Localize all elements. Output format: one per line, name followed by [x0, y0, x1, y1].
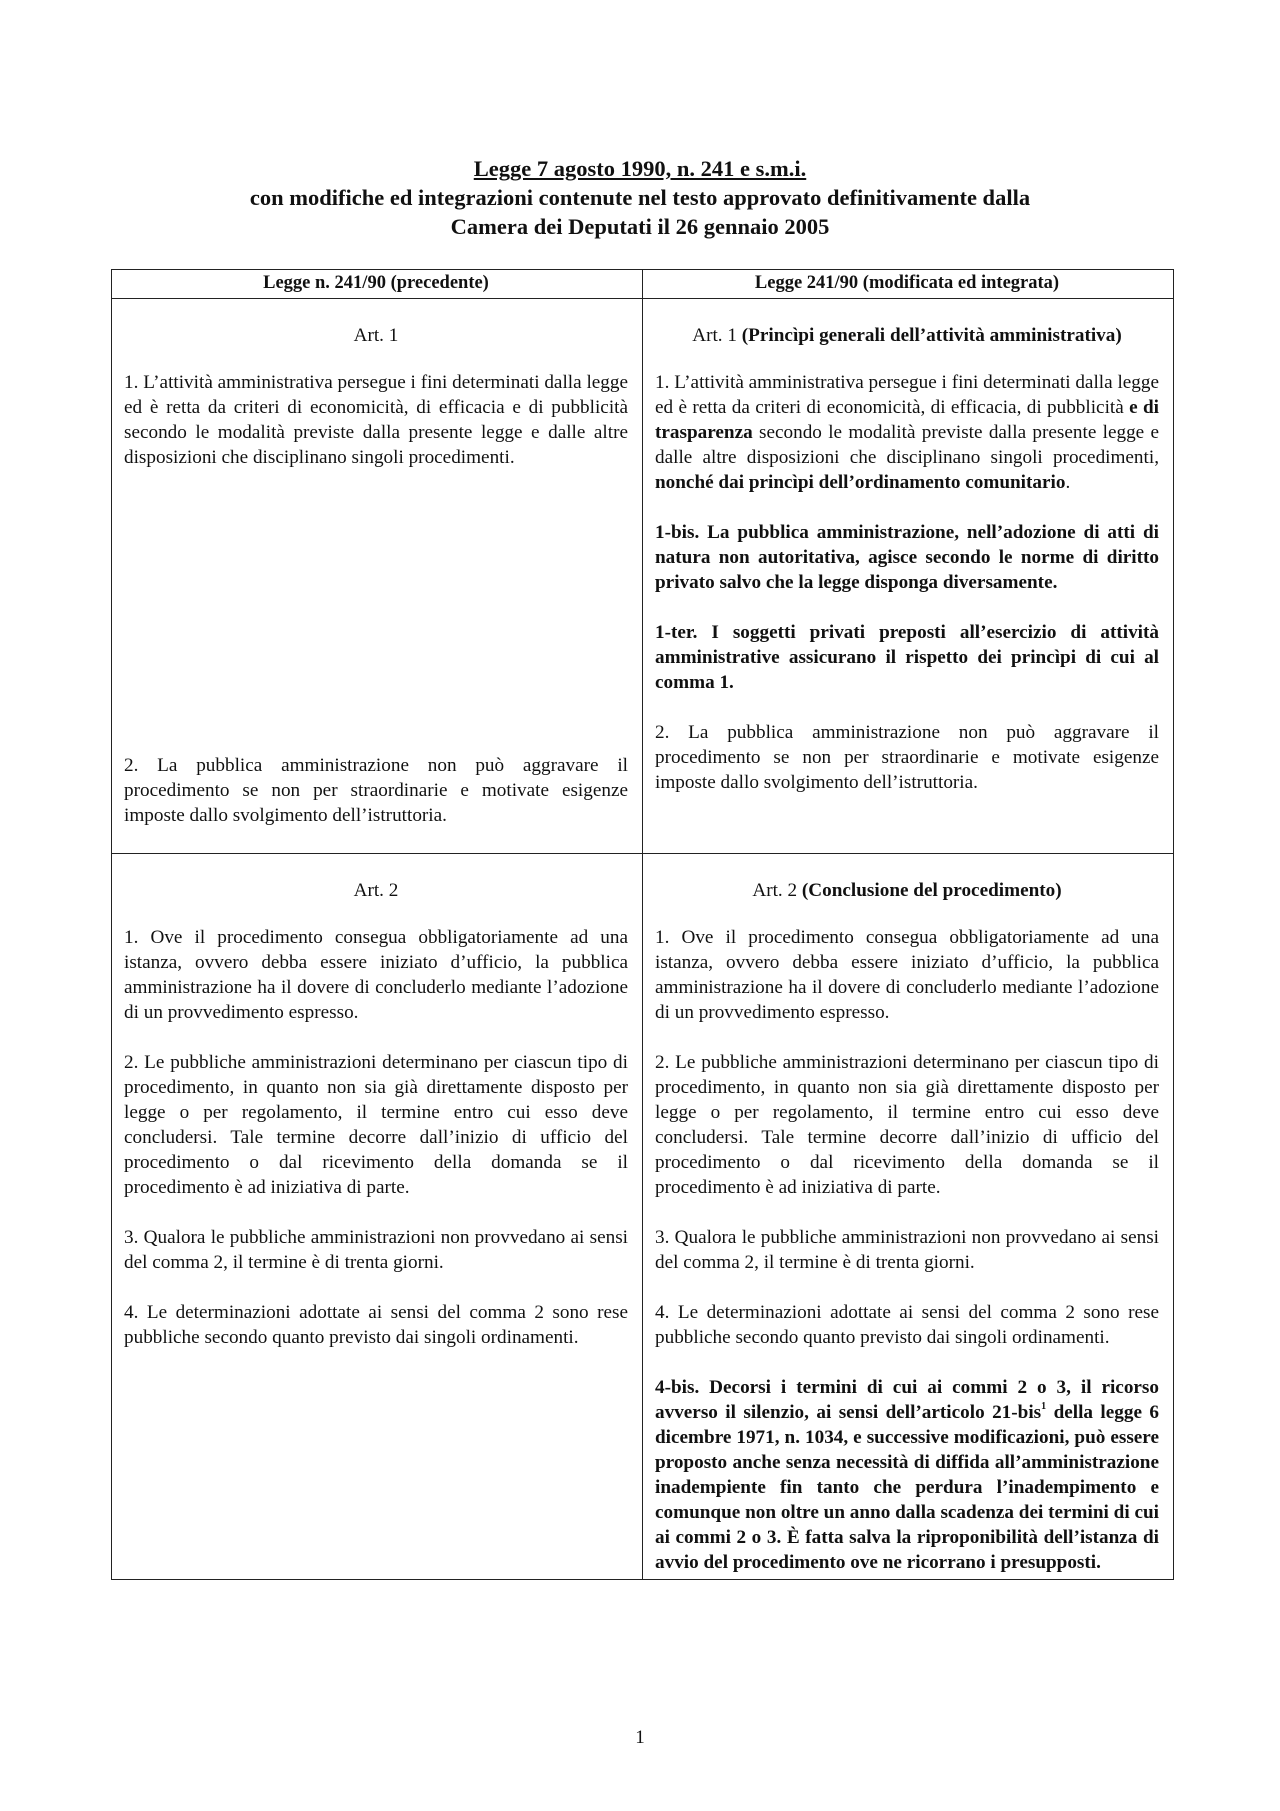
art-1-amended-comma-1-ter: 1-ter. I soggetti privati preposti all’esercizio di attività amministrative assicurano il rispetto dei princìpi di cui al comma 1.: [655, 622, 1159, 693]
art-1-amended-comma-1-text-b: secondo le modalità previste dalla presente legge e dalle altre disposizioni che disciplinano singoli procedimenti,: [655, 422, 1159, 468]
art-2-amended-title: (Conclusione del procedimento): [801, 880, 1062, 901]
art-1-amended-title: (Princìpi generali dell’attività amministrativa): [741, 325, 1122, 346]
art-1-amended-comma-1-bold-a: e di trasparenza: [655, 397, 1159, 443]
art-1-amended-comma-1-bold-b: nonché dai princìpi dell’ordinamento comunitario: [655, 472, 1066, 493]
document-title: [0, 154, 1280, 241]
table-header-row: [112, 270, 1174, 299]
art-1-previous-comma-2: 2. La pubblica amministrazione non può aggravare il procedimento se non per straordinarie e motivate esigenze imposte dallo svolgimento dell’istruttoria.: [124, 755, 628, 826]
art-2-previous-heading: Art. 2: [353, 880, 399, 901]
art-1-amended-comma-2: 2. La pubblica amministrazione non può aggravare il procedimento se non per straordinarie e motivate esigenze imposte dallo svolgimento dell’istruttoria.: [655, 722, 1159, 793]
art-2-previous-comma-3: 3. Qualora le pubbliche amministrazioni non provvedano ai sensi del comma 2, il termine è di trenta giorni.: [124, 1227, 628, 1273]
art-2-previous-comma-2: 2. Le pubbliche amministrazioni determinano per ciascun tipo di procedimento, in quanto non sia già direttamente disposto per legge o per regolamento, il termine entro cui esso deve concludersi. Tale termine decorre dall’inizio di ufficio del procedimento o dal ricevimento della domanda se il procedimento è ad iniziativa di parte.: [124, 1052, 628, 1198]
table-row-art-2: [112, 854, 1174, 1580]
title-line-1: Legge 7 agosto 1990, n. 241 e s.m.i.: [473, 156, 807, 181]
title-line-2: con modifiche ed integrazioni contenute nel testo approvato definitivamente dalla: [249, 185, 1031, 210]
header-amended-law: Legge 241/90 (modificata ed integrata): [643, 270, 1174, 299]
art-1-previous-spacer: [124, 495, 628, 753]
art-2-amended-comma-4-bis-text-b: della legge 6 dicembre 1971, n. 1034, e successive modificazioni, può essere proposto anche senza necessità di diffida all’amministrazione inadempiente fin tanto che perdura l’inadempimento e comunque non oltre un anno dalla scadenza dei termini di cui ai commi 2 o 3. È fatta salva la riproponibilità dell’istanza di avvio del procedimento ove ne ricorrano i presupposti.: [655, 1402, 1159, 1573]
art-2-amended-cell: [643, 854, 1174, 1580]
header-previous-law: Legge n. 241/90 (precedente): [112, 270, 643, 299]
art-2-previous-comma-1: 1. Ove il procedimento consegua obbligatoriamente ad una istanza, ovvero debba essere iniziato d’ufficio, la pubblica amministrazione ha il dovere di concluderlo mediante l’adozione di un provvedimento espresso.: [124, 927, 628, 1023]
art-1-amended-number: Art. 1: [692, 325, 737, 346]
table-row-art-1: [112, 299, 1174, 854]
art-2-previous-cell: [112, 854, 643, 1580]
art-2-amended-comma-4-bis-text-a: 4-bis. Decorsi i termini di cui ai commi 2 o 3, il ricorso avverso il silenzio, ai sensi dell’articolo 21-bis: [655, 1377, 1159, 1423]
art-2-amended-heading: [655, 878, 1159, 903]
art-1-amended-comma-1-text-a: 1. L’attività amministrativa persegue i fini determinati dalla legge ed è retta da criteri di economicità, di efficacia, di pubblicità: [655, 372, 1159, 418]
art-1-amended-comma-1-period: .: [1065, 472, 1071, 493]
art-2-amended-comma-1: 1. Ove il procedimento consegua obbligatoriamente ad una istanza, ovvero debba essere iniziato d’ufficio, la pubblica amministrazione ha il dovere di concluderlo mediante l’adozione di un provvedimento espresso.: [655, 927, 1159, 1023]
art-2-amended-comma-4-bis: [655, 1375, 1159, 1575]
art-1-amended-heading: [655, 323, 1159, 348]
art-1-amended-comma-1: [655, 370, 1159, 495]
art-1-previous-cell: [112, 299, 643, 854]
title-line-3: Camera dei Deputati il 26 gennaio 2005: [450, 214, 830, 239]
art-2-amended-comma-2: 2. Le pubbliche amministrazioni determinano per ciascun tipo di procedimento, in quanto non sia già direttamente disposto per legge o per regolamento, il termine entro cui esso deve concludersi. Tale termine decorre dall’inizio di ufficio del procedimento o dal ricevimento della domanda se il procedimento è ad iniziativa di parte.: [655, 1052, 1159, 1198]
art-2-previous-comma-4: 4. Le determinazioni adottate ai sensi del comma 2 sono rese pubbliche secondo quanto previsto dai singoli ordinamenti.: [124, 1302, 628, 1348]
art-2-amended-number: Art. 2: [752, 880, 798, 901]
art-1-previous-comma-1: 1. L’attività amministrativa persegue i fini determinati dalla legge ed è retta da criteri di economicità, di efficacia e di pubblicità secondo le modalità previste dalla presente legge e dalle altre disposizioni che disciplinano singoli procedimenti.: [124, 372, 628, 468]
art-1-previous-heading: Art. 1: [353, 325, 399, 346]
art-1-amended-cell: [643, 299, 1174, 854]
art-2-amended-comma-4: 4. Le determinazioni adottate ai sensi del comma 2 sono rese pubbliche secondo quanto previsto dai singoli ordinamenti.: [655, 1302, 1159, 1348]
comparison-table: [111, 269, 1174, 1580]
page-number: 1: [635, 1727, 645, 1748]
footnote-ref-1[interactable]: 1: [1041, 1401, 1047, 1412]
art-2-amended-comma-3: 3. Qualora le pubbliche amministrazioni non provvedano ai sensi del comma 2, il termine è di trenta giorni.: [655, 1227, 1159, 1273]
art-1-amended-comma-1-bis: 1-bis. La pubblica amministrazione, nell’adozione di atti di natura non autoritativa, agisce secondo le norme di diritto privato salvo che la legge disponga diversamente.: [655, 522, 1159, 593]
